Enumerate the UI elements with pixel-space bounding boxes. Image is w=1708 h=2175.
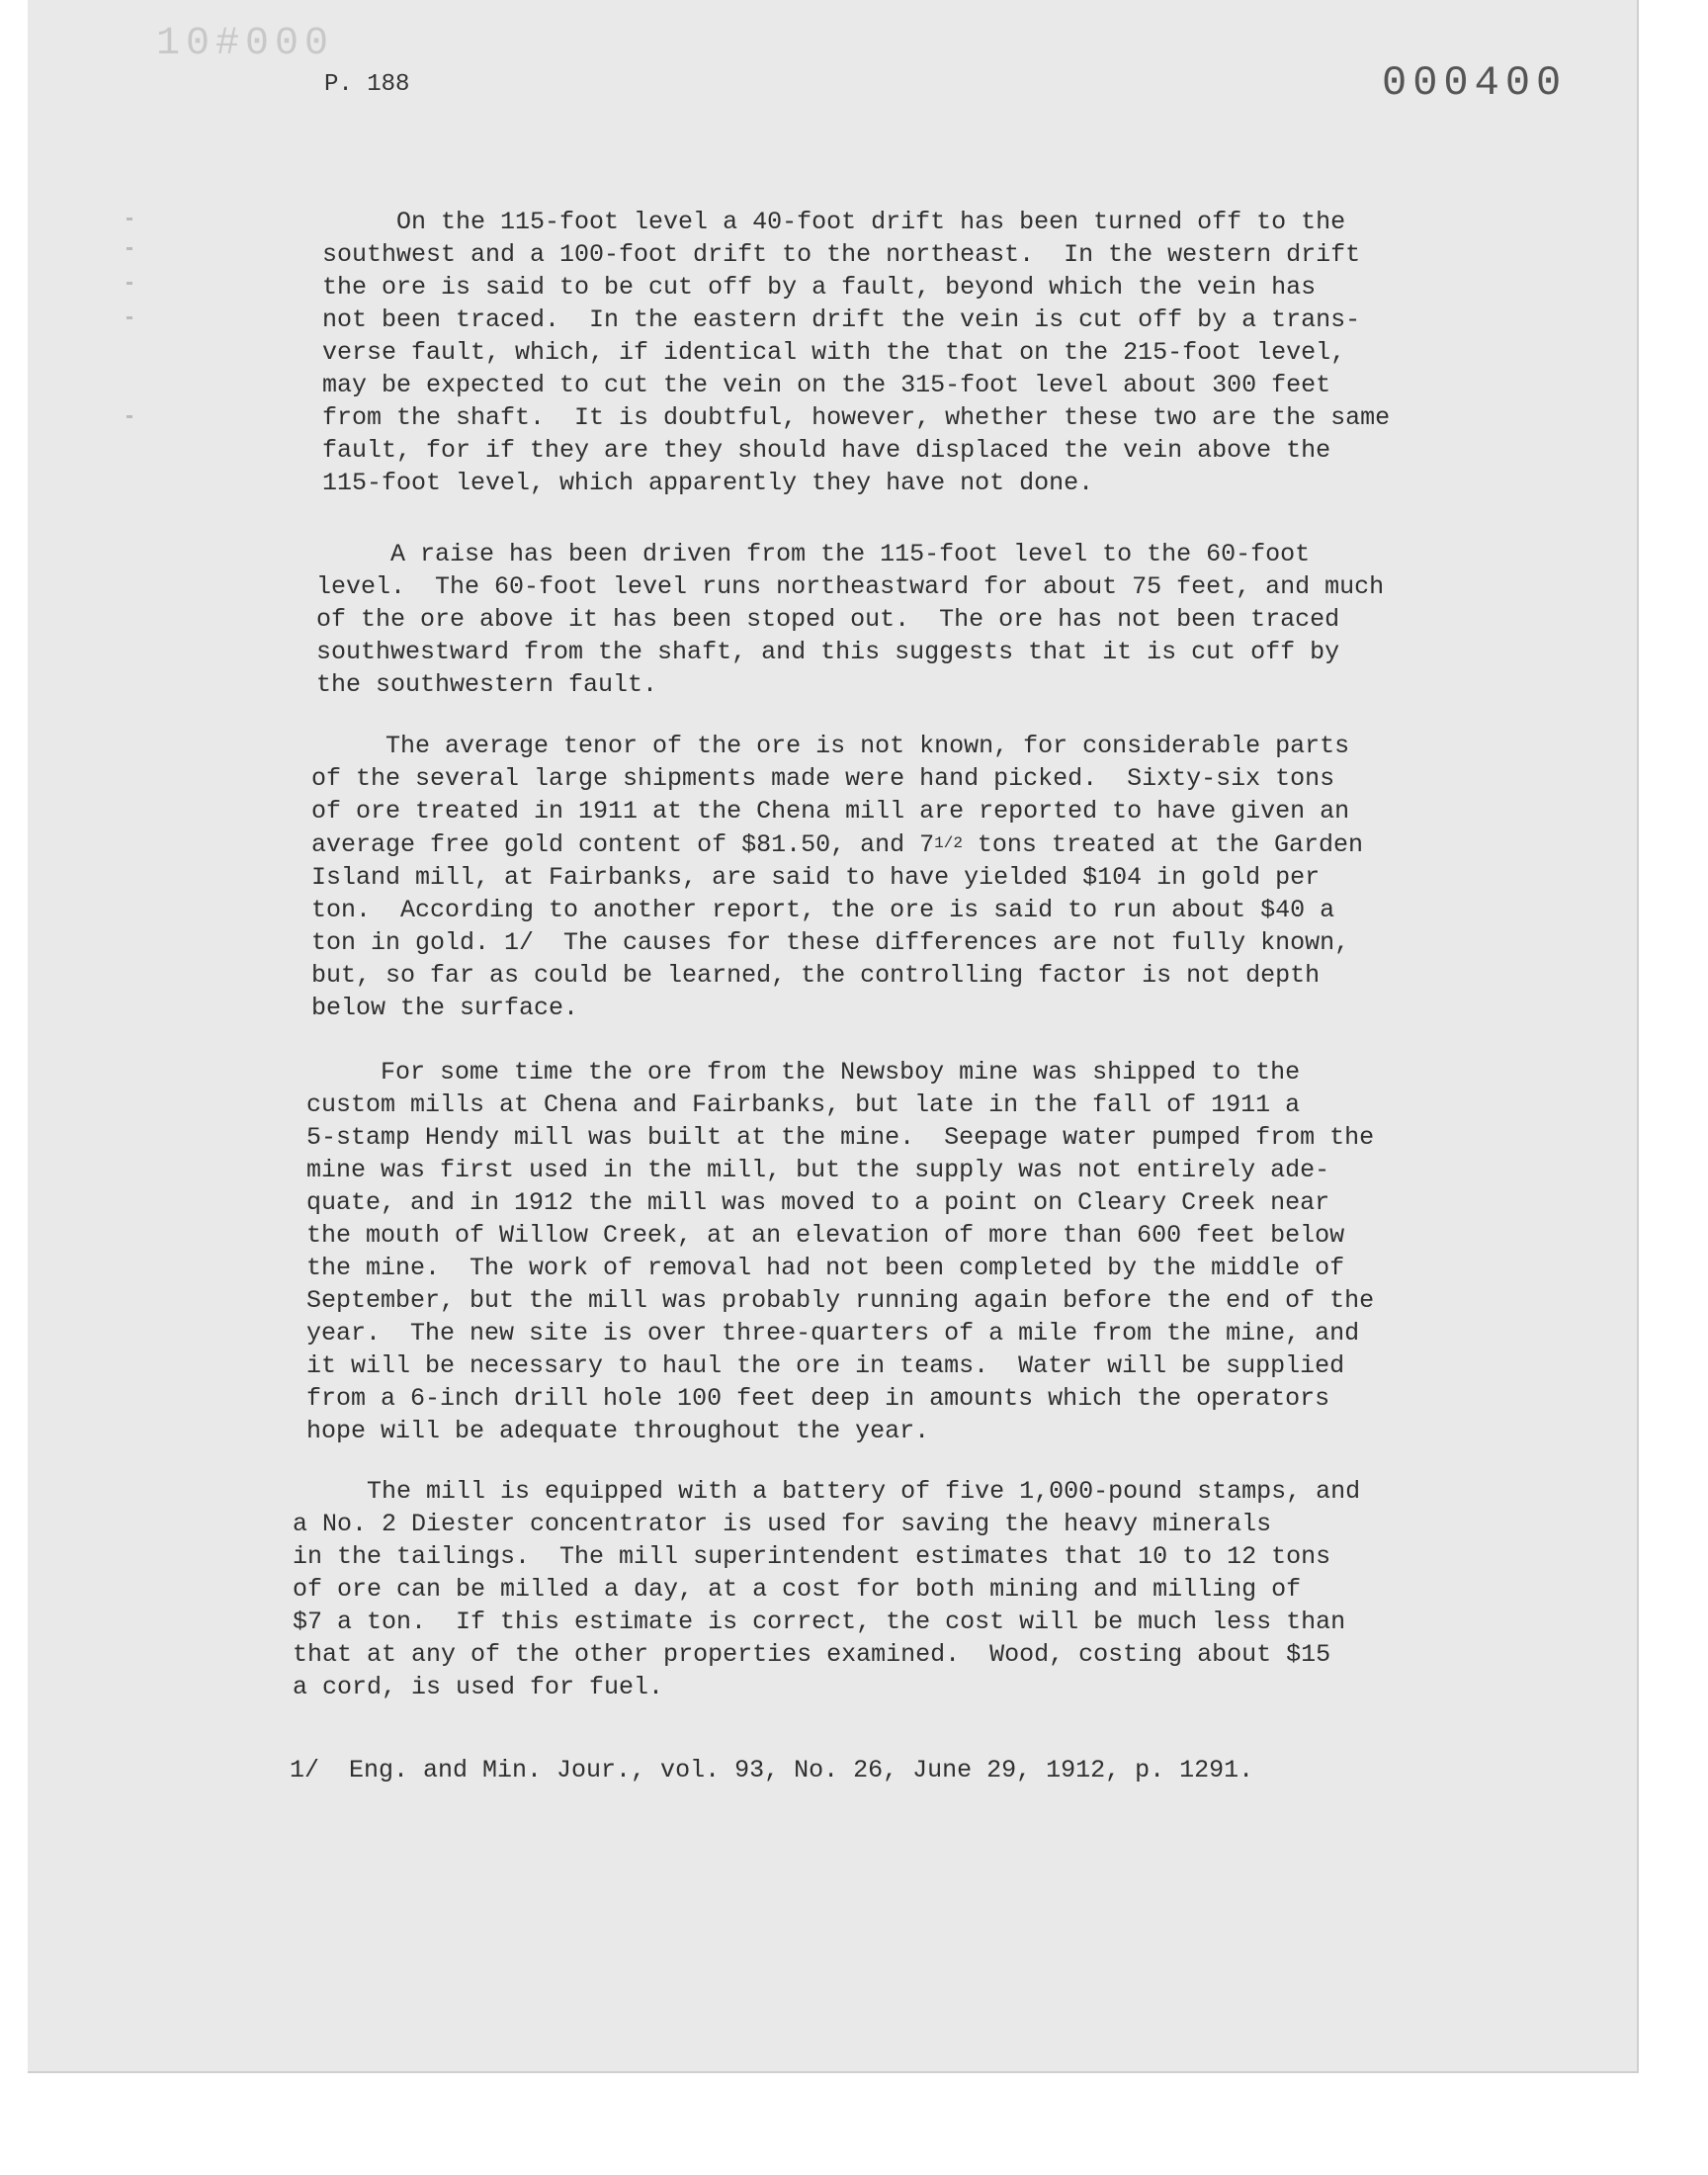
footnote: 1/ Eng. and Min. Jour., vol. 93, No. 26, June 29, 1912, p. 1291. bbox=[290, 1756, 1254, 1784]
fraction-half: 1/2 bbox=[934, 834, 963, 852]
paragraph-raise: A raise has been driven from the 115-foot level to the 60-foot level. The 60-foot level runs northeastward for about 75 feet, and much of the ore above it has been stoped out. The ore has not been traced southwestward from the shaft, and this suggests that it is cut off by the southwestern fault. bbox=[316, 540, 1385, 699]
document-page bbox=[28, 0, 1639, 2073]
margin-mark bbox=[127, 218, 132, 220]
margin-mark bbox=[127, 247, 132, 250]
margin-mark bbox=[127, 282, 132, 285]
corner-stamp: 10#000 bbox=[156, 22, 335, 66]
paragraph-newsboy-mill: For some time the ore from the Newsboy mine was shipped to the custom mills at Chena and Fairbanks, but late in the fall of 1911 a 5-stamp Hendy mill was built at the mine. Seepage water pumped from the mine was first used in the mill, but the supply was not entirely ade- quate, and in 1912 the mill was moved to a point on Cleary Creek near the mouth of Willow Creek, at an elevation of more than 600 feet below the mine. The work of removal had not been completed by the middle of September, but the mill was probably running again before the end of the year. The new site is over three-quarters of a mile from the mine, and it will be necessary to haul the ore in teams. Water will be supplied from a 6-inch drill hole 100 feet deep in amounts which the operators hope will be adequate throughout the year. bbox=[306, 1058, 1375, 1445]
paragraph-mill-equipment: The mill is equipped with a battery of five 1,000-pound stamps, and a No. 2 Diester concentrator is used for saving the heavy minerals in the tailings. The mill superintendent estimates that 10 to 12 tons of ore can be milled a day, at a cost for both mining and milling of $7 a ton. If this estimate is correct, the cost will be much less than that at any of the other properties examined. Wood, costing about $15 a cord, is used for fuel. bbox=[293, 1477, 1361, 1701]
margin-mark bbox=[127, 415, 132, 418]
paragraph-115-foot-level: On the 115-foot level a 40-foot drift has been turned off to the southwest and a 100-foot drift to the northeast. In the western drift the ore is said to be cut off by a fault, beyond which the vein has not been traced. In the eastern drift the vein is cut off by a trans- verse fault, which, if identical with the that on the 215-foot level, may be expected to cut the vein on the 315-foot level about 300 feet from the shaft. It is doubtful, however, whether these two are the same fault, for if they are they should have displaced the vein above the 115-foot level, which apparently they have not done. bbox=[322, 208, 1391, 497]
ore-tenor-text-part1: The average tenor of the ore is not known, for considerable parts of the several large shipments made were hand picked. Sixty-six tons of ore treated in 1911 at the Chena mill are reported to have given an average free gold content of $81.50, and 7 bbox=[311, 732, 1350, 859]
ore-tenor-text-part2: tons treated at the Garden Island mill, at Fairbanks, are said to have yielded $104 in gold per ton. According to another report, the ore is said to run about $40 a ton in gold. 1/ The causes for these differences are not fully known, but, so far as could be learned, the controlling factor is not depth below the surface. bbox=[311, 830, 1363, 1022]
margin-mark bbox=[127, 316, 132, 319]
page-number: P. 188 bbox=[324, 71, 410, 98]
paragraph-ore-tenor bbox=[311, 730, 1363, 1024]
document-number: 000400 bbox=[1382, 59, 1568, 107]
